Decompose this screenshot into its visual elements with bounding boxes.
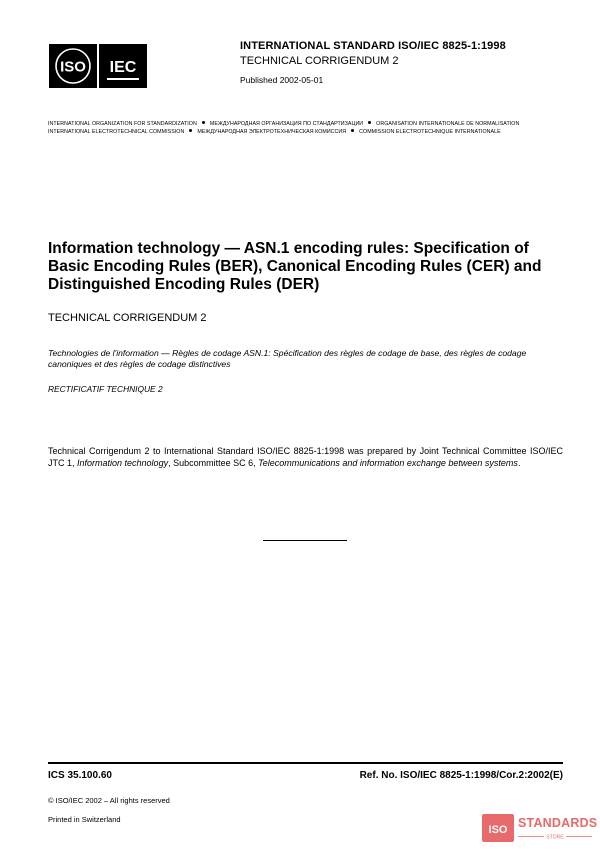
document-title: Information technology — ASN.1 encoding rules: Specification of Basic Encoding Rules (BER), Canonical Encoding Rules (CER) and Distinguished Encoding Rules (DER) [48,240,542,293]
divider-rule [263,540,347,541]
french-title: Technologies de l'information — Règles de codage ASN.1: Spécification des règles de codage de base, des règles de codage canoniques et des règles de codage distinctives [48,348,527,369]
watermark-iso-logo [482,814,514,842]
iec-logo [99,44,147,88]
corrigendum-label: TECHNICAL CORRIGENDUM 2 [240,55,399,67]
organizations-line-2 [48,129,501,135]
bullet-separator [202,121,205,124]
body-text: , Subcommittee SC 6, [168,458,259,468]
org-name: COMMISSION ELECTROTECHNIQUE INTERNATIONALE [359,129,501,135]
corrigendum-title: TECHNICAL CORRIGENDUM 2 [48,312,207,324]
copyright-notice: © ISO/IEC 2002 – All rights reserved [48,796,170,805]
body-text: Technical Corrigendum 2 to International Standard ISO/IEC 8825-1:1998 was prepared by Joint Technical Committee ISO/IEC JTC 1, [48,446,563,468]
org-name: INTERNATIONAL ORGANIZATION FOR STANDARDIZATION [48,121,197,127]
ics-code: ICS 35.100.60 [48,770,112,781]
published-date: Published 2002-05-01 [240,75,324,85]
org-name: МЕЖДУНАРОДНАЯ ОРГАНИЗАЦИЯ ПО СТАНДАРТИЗАЦИИ [209,121,364,127]
organizations-line-1 [48,121,519,127]
bullet-separator [368,121,371,124]
footer-rule [48,762,563,764]
printed-location: Printed in Switzerland [48,815,121,824]
org-name: МЕЖДУНАРОДНАЯ ЭЛЕКТРОТЕХНИЧЕСКАЯ КОМИССИЯ [197,129,347,135]
iec-logo-text: IEC [109,59,137,76]
body-paragraph [48,445,563,469]
body-italic-text: Information technology [77,458,169,468]
watermark-label: STANDARDS [518,816,598,830]
org-name: ORGANISATION INTERNATIONALE DE NORMALISATION [376,121,520,127]
body-text: . [517,458,521,468]
reference-number: Ref. No. ISO/IEC 8825-1:1998/Cor.2:2002(E) [359,770,563,781]
standard-title: INTERNATIONAL STANDARD ISO/IEC 8825-1:1998 [240,40,506,52]
french-corrigendum: RECTIFICATIF TECHNIQUE 2 [48,384,163,394]
svg-text:STORE: STORE [546,834,564,840]
standards-store-watermark [482,810,598,844]
bullet-separator [189,129,192,132]
watermark-iso-text: ISO [488,824,508,836]
iso-logo [49,44,97,88]
watermark-sublabel [518,833,592,840]
bullet-separator [351,129,354,132]
org-name: INTERNATIONAL ELECTROTECHNICAL COMMISSION [48,129,185,135]
iso-logo-text: ISO [60,58,86,76]
body-italic-text: Telecommunications and information exchange between systems [258,458,518,468]
